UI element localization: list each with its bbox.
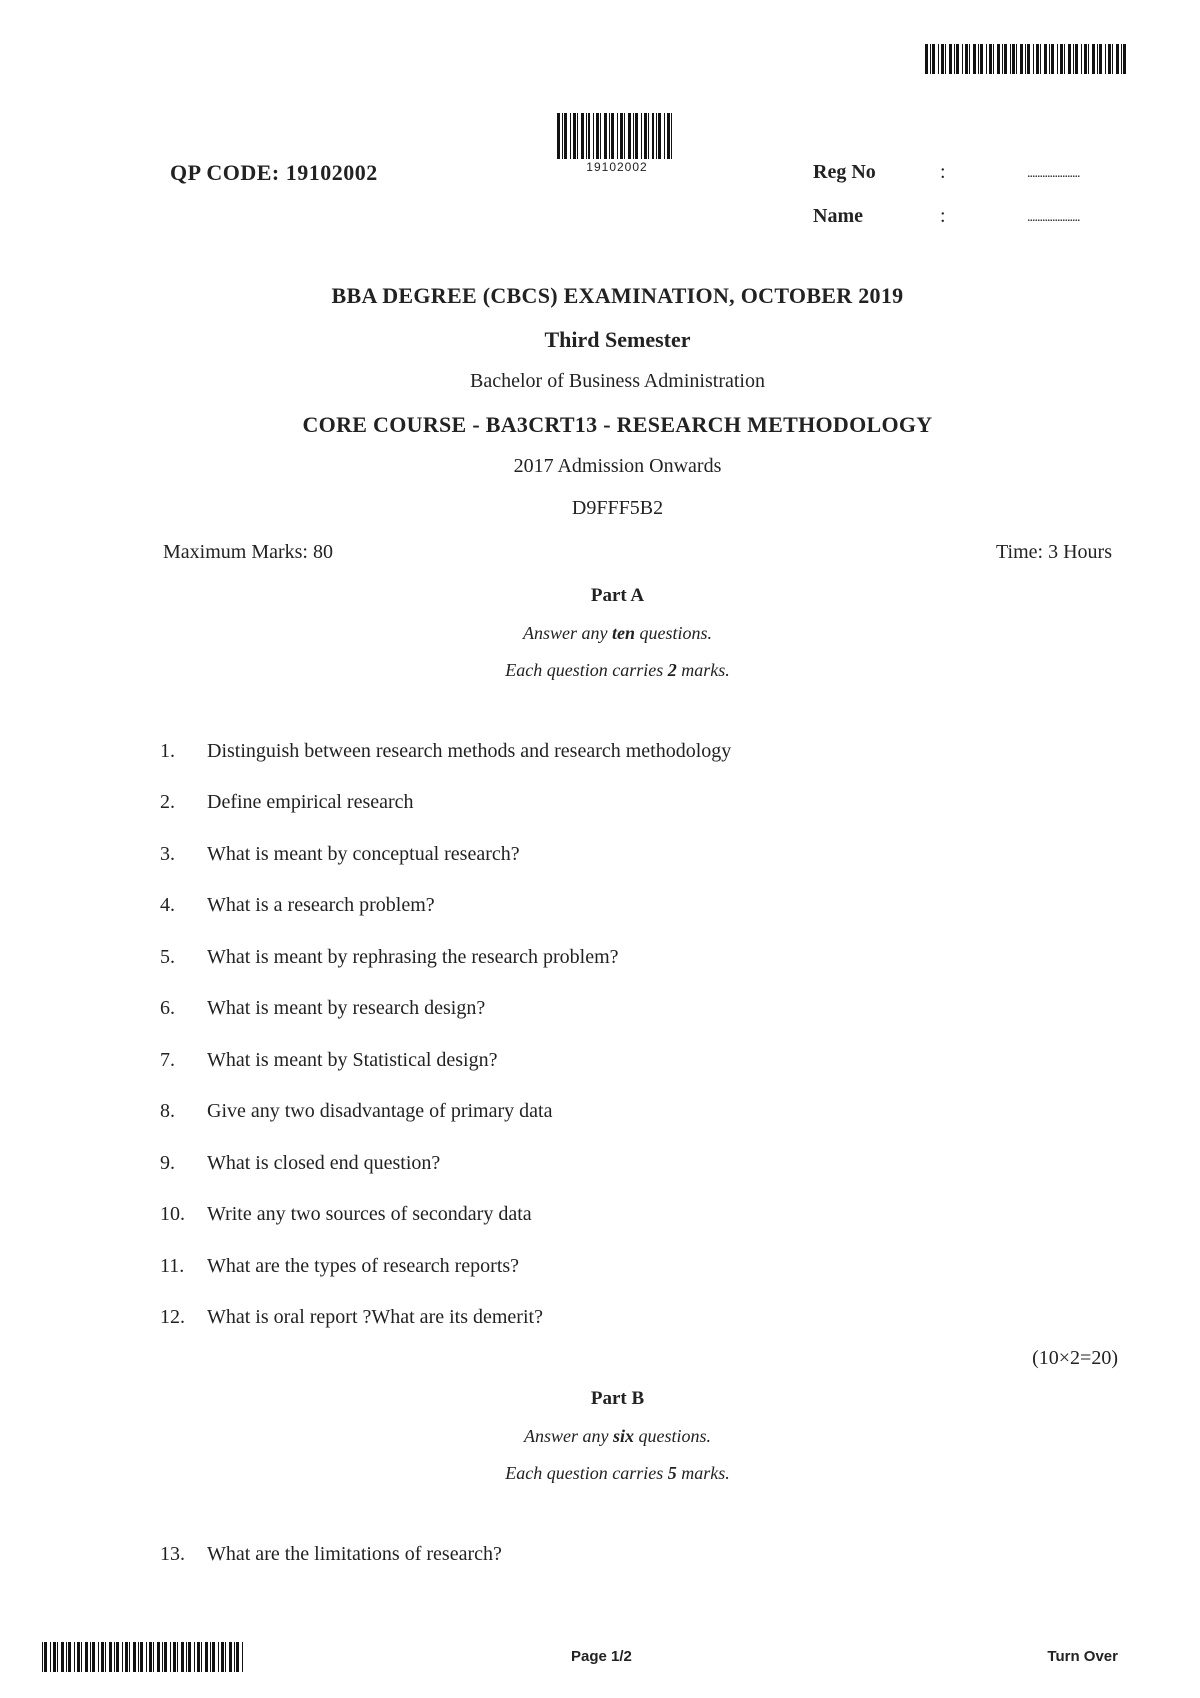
instr-text: questions.	[634, 1426, 712, 1446]
part-a-instruction-2	[0, 660, 1200, 681]
question-item	[160, 1543, 502, 1566]
question-number: 8.	[160, 1100, 175, 1122]
question-text: What is meant by research design?	[207, 997, 486, 1019]
question-item	[160, 997, 485, 1020]
barcode-main	[557, 113, 675, 159]
question-text: Define empirical research	[207, 791, 414, 813]
question-text: Give any two disadvantage of primary data	[207, 1100, 553, 1122]
instr-bold: 2	[667, 660, 677, 680]
time: Time: 3 Hours	[996, 541, 1112, 563]
exam-title: BBA DEGREE (CBCS) EXAMINATION, OCTOBER 2019	[331, 283, 904, 308]
question-number: 13.	[160, 1543, 185, 1565]
programme: Bachelor of Business Administration	[470, 370, 765, 392]
question-text: What are the limitations of research?	[207, 1543, 502, 1565]
question-number: 10.	[160, 1203, 185, 1225]
name-label: Name	[813, 205, 863, 227]
instr-text: Answer any	[523, 1426, 613, 1446]
question-text: What is a research problem?	[207, 894, 435, 916]
reg-no-field[interactable]: .....................	[1027, 166, 1080, 181]
part-a-heading: Part A	[590, 585, 645, 606]
reg-no-label: Reg No	[813, 161, 876, 183]
question-text: What is oral report ?What are its demerit?	[207, 1306, 543, 1328]
question-item	[160, 1203, 532, 1226]
question-number: 3.	[160, 843, 175, 865]
question-number: 1.	[160, 740, 175, 762]
part-b-instruction-1	[0, 1426, 1200, 1447]
course-title: CORE COURSE - BA3CRT13 - RESEARCH METHODOLOGY	[302, 412, 933, 437]
question-item	[160, 1100, 552, 1123]
question-item	[160, 740, 731, 763]
reg-no-colon: :	[940, 161, 946, 183]
question-item	[160, 843, 520, 866]
question-text: What are the types of research reports?	[207, 1255, 520, 1277]
part-a-instruction-1	[0, 623, 1200, 644]
question-item	[160, 894, 435, 917]
question-text: Distinguish between research methods and research methodology	[207, 740, 732, 762]
max-marks: Maximum Marks: 80	[163, 541, 333, 563]
semester: Third Semester	[544, 327, 691, 352]
turn-over: Turn Over	[1047, 1648, 1118, 1665]
instr-text: marks.	[676, 660, 730, 680]
question-text: What is meant by conceptual research?	[207, 843, 520, 865]
instr-text: marks.	[676, 1463, 730, 1483]
admission: 2017 Admission Onwards	[513, 455, 722, 477]
question-number: 5.	[160, 946, 175, 968]
question-text: Write any two sources of secondary data	[207, 1203, 532, 1225]
name-colon: :	[940, 205, 946, 227]
question-number: 9.	[160, 1152, 175, 1174]
instr-text: Answer any	[522, 623, 612, 643]
instr-text: Each question carries	[505, 1463, 668, 1483]
paper-code: D9FFF5B2	[571, 497, 664, 519]
question-item	[160, 946, 619, 969]
part-a-marks-tally: (10×2=20)	[1032, 1347, 1118, 1369]
question-number: 6.	[160, 997, 175, 1019]
question-number: 7.	[160, 1049, 175, 1071]
question-item	[160, 791, 414, 814]
question-number: 4.	[160, 894, 175, 916]
question-item	[160, 1255, 519, 1278]
question-text: What is meant by rephrasing the research problem?	[207, 946, 619, 968]
instr-bold: ten	[611, 623, 635, 643]
barcode-bottom-left	[42, 1642, 246, 1672]
question-number: 12.	[160, 1306, 185, 1328]
question-text: What is meant by Statistical design?	[207, 1049, 498, 1071]
instr-text: Each question carries	[505, 660, 668, 680]
instr-text: questions.	[635, 623, 713, 643]
question-text: What is closed end question?	[207, 1152, 441, 1174]
instr-bold: six	[612, 1426, 634, 1446]
part-b-heading: Part B	[590, 1388, 645, 1409]
instr-bold: 5	[667, 1463, 677, 1483]
question-number: 11.	[160, 1255, 185, 1277]
name-field[interactable]: .....................	[1027, 210, 1080, 225]
qp-code: QP CODE: 19102002	[170, 160, 378, 185]
barcode-number: 19102002	[586, 160, 648, 174]
part-b-instruction-2	[0, 1463, 1200, 1484]
question-item	[160, 1049, 498, 1072]
page-number: Page 1/2	[571, 1648, 632, 1665]
question-item	[160, 1306, 543, 1329]
question-number: 2.	[160, 791, 175, 813]
barcode-top-right	[925, 44, 1129, 74]
question-item	[160, 1152, 440, 1175]
